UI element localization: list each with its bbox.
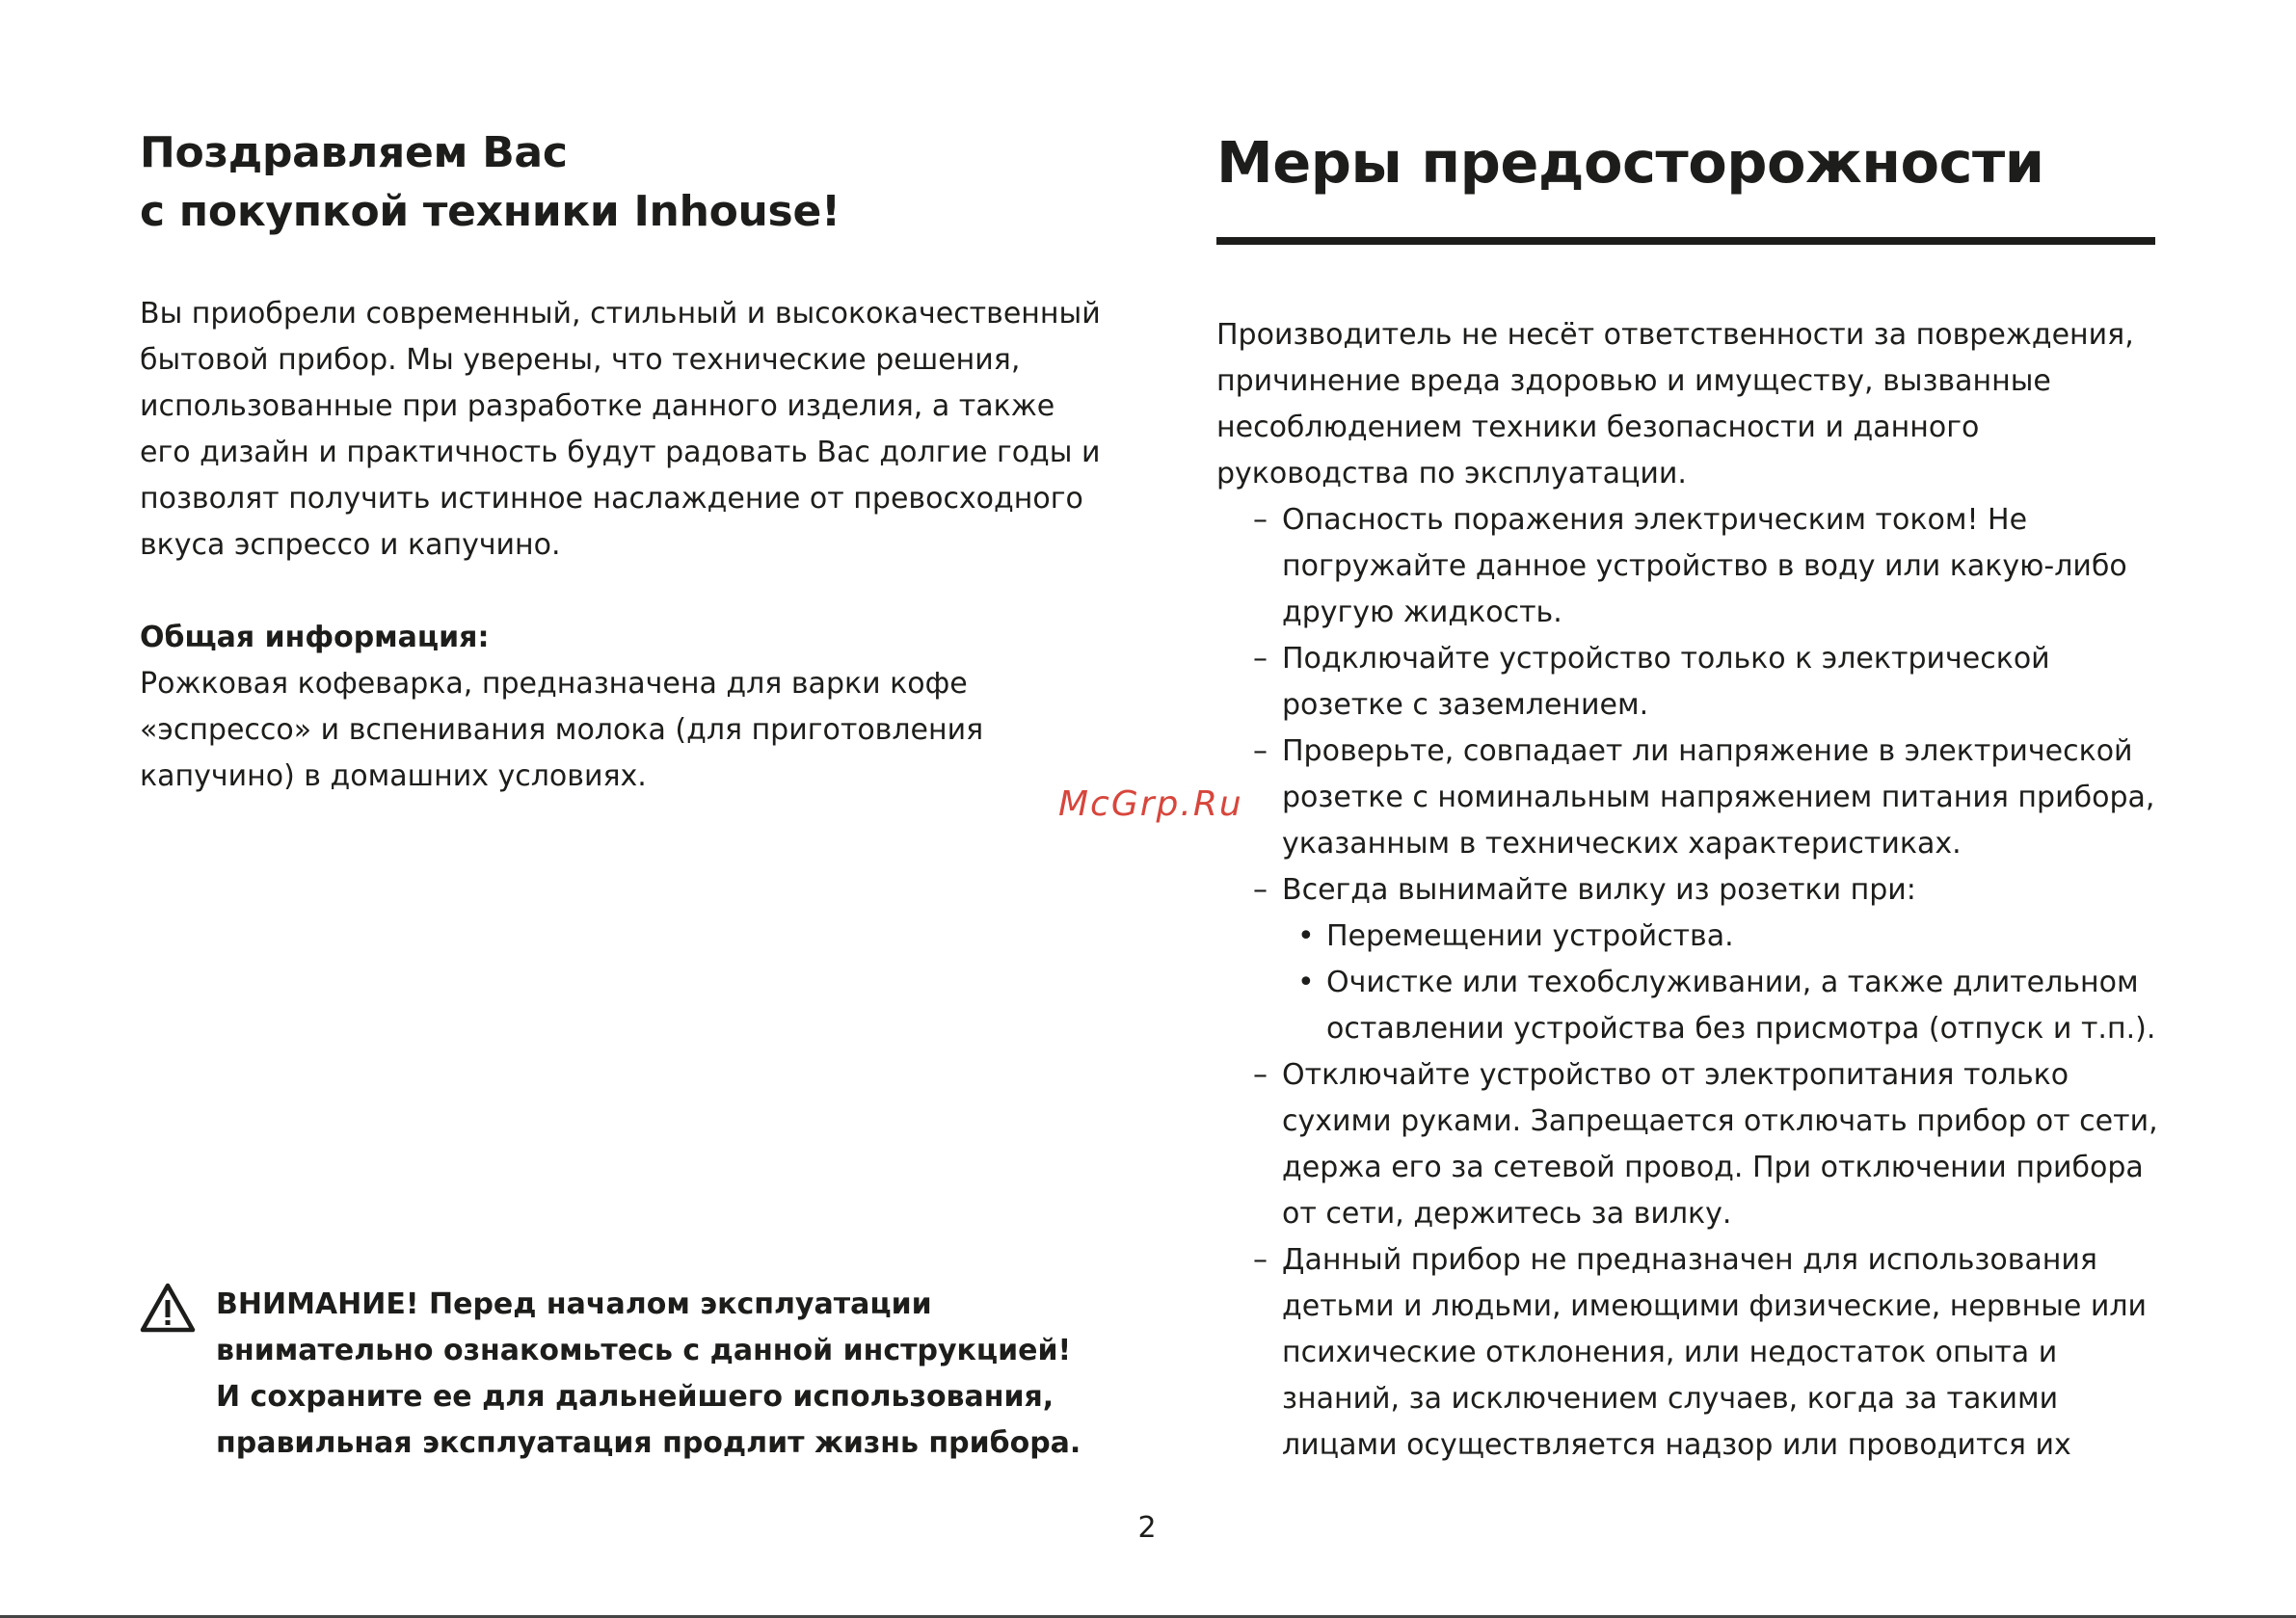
sub-list-item: • Очистке или техобслуживании, а также длительном оставлении устройства без присмотра (отпуск и т.п.). xyxy=(1216,960,2180,1052)
page-number: 2 xyxy=(1137,1511,1157,1545)
warning-text xyxy=(216,1282,1083,1467)
warning-line: правильная эксплуатация продлит жизнь прибора. xyxy=(216,1426,1081,1460)
dash-marker: – xyxy=(1253,642,1268,676)
list-item: – Всегда вынимайте вилку из розетки при: xyxy=(1216,867,2180,914)
heading-divider xyxy=(1216,237,2155,245)
list-item: – Отключайте устройство от электропитания только сухими руками. Запрещается отключать прибор от сети, держа его за сетевой провод. При отключении прибора от сети, держитесь за вилку. xyxy=(1216,1052,2180,1237)
general-info-title: Общая информация: xyxy=(140,621,490,654)
bullet-marker: • xyxy=(1297,919,1315,953)
watermark: McGrp.Ru xyxy=(1058,784,1243,824)
right-heading-block xyxy=(1216,123,2180,202)
dash-marker: – xyxy=(1253,1058,1268,1092)
warning-line: И сохраните ее для дальнейшего использования, xyxy=(216,1380,1055,1414)
warning-triangle-icon xyxy=(140,1282,196,1334)
dash-marker: – xyxy=(1253,734,1268,768)
dash-marker: – xyxy=(1253,503,1268,537)
sub-list-item: • Перемещении устройства. xyxy=(1216,914,2180,960)
list-item: – Подключайте устройство только к электрической розетке с заземлением. xyxy=(1216,636,2180,729)
precautions-intro: Производитель не несёт ответственности за повреждения, причинение вреда здоровью и имуществу, вызванные несоблюдением техники безопасности и данного руководства по эксплуатации. xyxy=(1216,318,2134,491)
greeting-heading-line1: Поздравляем Вас xyxy=(140,128,568,177)
list-item: – Данный прибор не предназначен для использования детьми и людьми, имеющими физические, нервные или психические отклонения, или недостаток опыта и знаний, за исключением случаев, когда за такими лицами осуществляется надзор или проводится их xyxy=(1216,1237,2180,1469)
general-info-body: Рожковая кофеварка, предназначена для варки кофе «эспрессо» и вспенивания молока (для приготовления капучино) в домашних условиях. xyxy=(140,667,984,793)
intro-paragraph: Вы приобрели современный, стильный и высококачественный бытовой прибор. Мы уверены, что технические решения, использованные при разработке данного изделия, а также его дизайн и практичность будут радовать Вас долгие годы и позволят получить истинное наслаждение от превосходного вкуса эспрессо и капучино. xyxy=(140,297,1101,562)
precautions-heading: Меры предосторожности xyxy=(1216,129,2044,196)
bullet-marker: • xyxy=(1297,966,1315,999)
left-heading-block xyxy=(140,123,1104,241)
greeting-heading xyxy=(140,123,1104,241)
dash-marker: – xyxy=(1253,873,1268,907)
greeting-heading-line2: с покупкой техники Inhouse! xyxy=(140,187,841,236)
precautions-list xyxy=(1216,497,2180,1469)
warning-line: ВНИМАНИЕ! Перед началом эксплуатации xyxy=(216,1287,932,1321)
dash-marker: – xyxy=(1253,1243,1268,1277)
list-item: – Проверьте, совпадает ли напряжение в электрической розетке с номинальным напряжением питания прибора, указанным в технических характеристиках. xyxy=(1216,729,2180,867)
warning-line: внимательно ознакомьтесь с данной инструкцией! xyxy=(216,1334,1072,1367)
list-item: – Опасность поражения электрическим током! Не погружайте данное устройство в воду или какую-либо другую жидкость. xyxy=(1216,497,2180,636)
